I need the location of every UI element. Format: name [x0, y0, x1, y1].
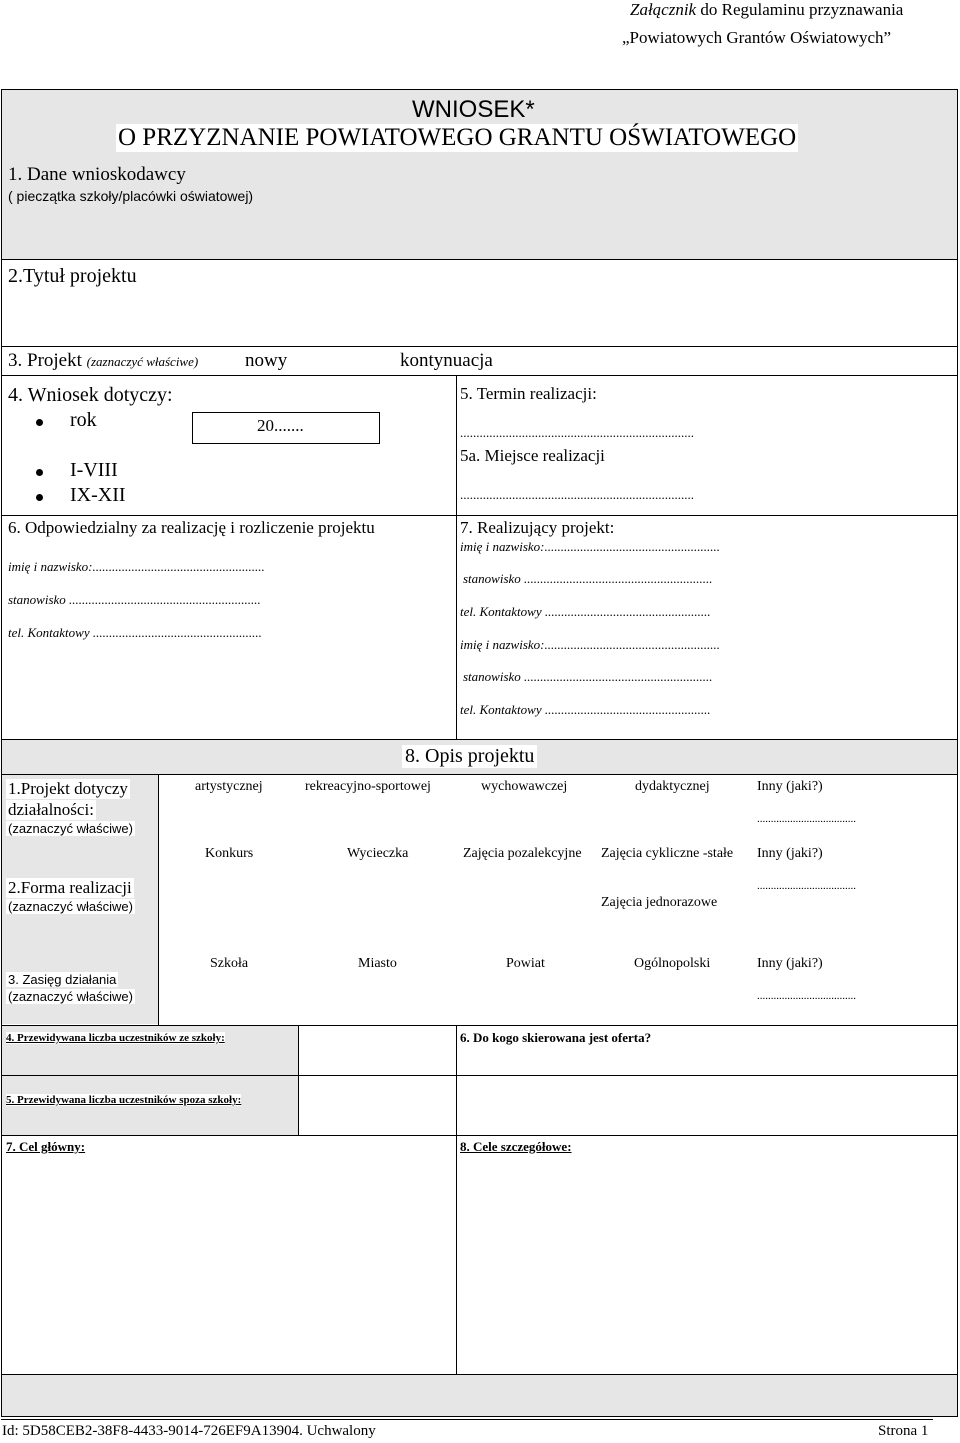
grades-9-12-option[interactable]: IX-XII	[70, 484, 126, 506]
r1-option-didactic[interactable]: dydaktycznej	[635, 779, 710, 794]
r1-option-other[interactable]: Inny (jaki?)	[757, 779, 823, 794]
project-new-option[interactable]: nowy	[245, 350, 288, 371]
q7-label: 7. Cel główny:	[6, 1139, 86, 1154]
q4-label: 4. Przewidywana liczba uczestników ze szkoły:	[6, 1032, 225, 1044]
s7-position1-field[interactable]: stanowisko ..........................................................	[463, 571, 713, 586]
attachment-italic: Załącznik	[630, 0, 697, 19]
grades-1-8-option[interactable]: I-VIII	[70, 459, 118, 481]
r2-option-onetime[interactable]: Zajęcia jednorazowe	[601, 895, 718, 910]
attachment-note	[630, 0, 903, 20]
s7-name1-field[interactable]: imię i nazwisko:......................................................	[460, 539, 720, 554]
q8-label: 8. Cele szczegółowe:	[460, 1139, 572, 1154]
r2-option-extracurricular[interactable]: Zajęcia pozalekcyjne	[463, 846, 582, 861]
r3-option-school[interactable]: Szkoła	[210, 956, 249, 971]
r3-option-county[interactable]: Powiat	[506, 956, 545, 971]
form-title-line1: WNIOSEK*	[412, 96, 535, 123]
r2-other-dots[interactable]: ....................................	[757, 880, 856, 892]
section2-title[interactable]: 2.Tytuł projektu	[8, 265, 137, 287]
footer-page: Strona 1	[878, 1423, 929, 1439]
r2-note: (zaznaczyć właściwe)	[8, 899, 133, 914]
r3-option-other[interactable]: Inny (jaki?)	[757, 956, 823, 971]
project-continuation-option[interactable]: kontynuacja	[400, 350, 493, 371]
r1-label-line2: działalności:	[8, 800, 94, 819]
year-field-value: 20.......	[257, 416, 304, 435]
s6-name-field[interactable]: imię i nazwisko:.....................................................	[8, 559, 265, 574]
bottom-gray-band	[2, 1374, 957, 1416]
r1-option-educational[interactable]: wychowawczej	[481, 779, 568, 794]
r2-option-regular[interactable]: Zajęcia cykliczne -stałe	[601, 846, 734, 861]
r1-note: (zaznaczyć właściwe)	[8, 821, 133, 836]
description-title: 8. Opis projektu	[402, 745, 537, 768]
section3-row	[8, 350, 198, 372]
attachment-line2: „Powiatowych Grantów Oświatowych”	[622, 28, 892, 47]
section3-label: 3. Projekt	[8, 350, 82, 371]
s7-phone2-field[interactable]: tel. Kontaktowy ...................................................	[460, 702, 711, 717]
r2-option-contest[interactable]: Konkurs	[205, 846, 254, 861]
section3-note: (zaznaczyć właściwe)	[86, 354, 199, 369]
year-option[interactable]: rok	[70, 409, 97, 431]
section5-title: 5. Termin realizacji:	[460, 384, 597, 403]
r3-other-dots[interactable]: ....................................	[757, 990, 856, 1002]
section1-title: 1. Dane wnioskodawcy	[8, 164, 186, 185]
r3-label: 3. Zasięg działania	[8, 972, 117, 987]
r3-option-city[interactable]: Miasto	[358, 956, 397, 971]
s7-position2-field[interactable]: stanowisko ..........................................................	[463, 669, 713, 684]
section5a-dots[interactable]: ........................................................................	[460, 487, 694, 502]
r2-option-other[interactable]: Inny (jaki?)	[757, 846, 823, 861]
s7-phone1-field[interactable]: tel. Kontaktowy ...................................................	[460, 604, 711, 619]
r2-option-trip[interactable]: Wycieczka	[347, 846, 409, 861]
section6-title: 6. Odpowiedzialny za realizację i rozliczenie projektu	[8, 518, 375, 537]
form-title-line2: O PRZYZNANIE POWIATOWEGO GRANTU OŚWIATOWEGO	[118, 124, 797, 151]
footer-id: Id: 5D58CEB2-38F8-4433-9014-726EF9A13904. Uchwalony	[2, 1423, 376, 1439]
section5-dots[interactable]: ........................................................................	[460, 425, 694, 440]
r2-label: 2.Forma realizacji	[8, 878, 132, 897]
q5-label: 5. Przewidywana liczba uczestników spoza szkoły:	[6, 1094, 242, 1106]
s6-position-field[interactable]: stanowisko ...........................................................	[8, 592, 261, 607]
q6-label: 6. Do kogo skierowana jest oferta?	[460, 1030, 652, 1045]
section1-subtitle: ( pieczątka szkoły/placówki oświatowej)	[8, 188, 254, 204]
r1-option-sport[interactable]: rekreacyjno-sportowej	[305, 779, 431, 794]
r1-label-line1: 1.Projekt dotyczy	[8, 779, 128, 798]
section7-title: 7. Realizujący projekt:	[460, 518, 615, 537]
s6-phone-field[interactable]: tel. Kontaktowy ....................................................	[8, 625, 262, 640]
r1-other-dots[interactable]: ....................................	[757, 813, 856, 825]
r3-note: (zaznaczyć właściwe)	[8, 989, 133, 1004]
attachment-rest: do Regulaminu przyznawania	[700, 0, 904, 19]
r3-option-national[interactable]: Ogólnopolski	[634, 956, 711, 971]
section4-title: 4. Wniosek dotyczy:	[8, 384, 173, 406]
section5a-title: 5a. Miejsce realizacji	[460, 446, 605, 465]
s7-name2-field[interactable]: imię i nazwisko:......................................................	[460, 637, 720, 652]
r1-option-artistic[interactable]: artystycznej	[195, 779, 263, 794]
year-field[interactable]	[192, 412, 380, 444]
